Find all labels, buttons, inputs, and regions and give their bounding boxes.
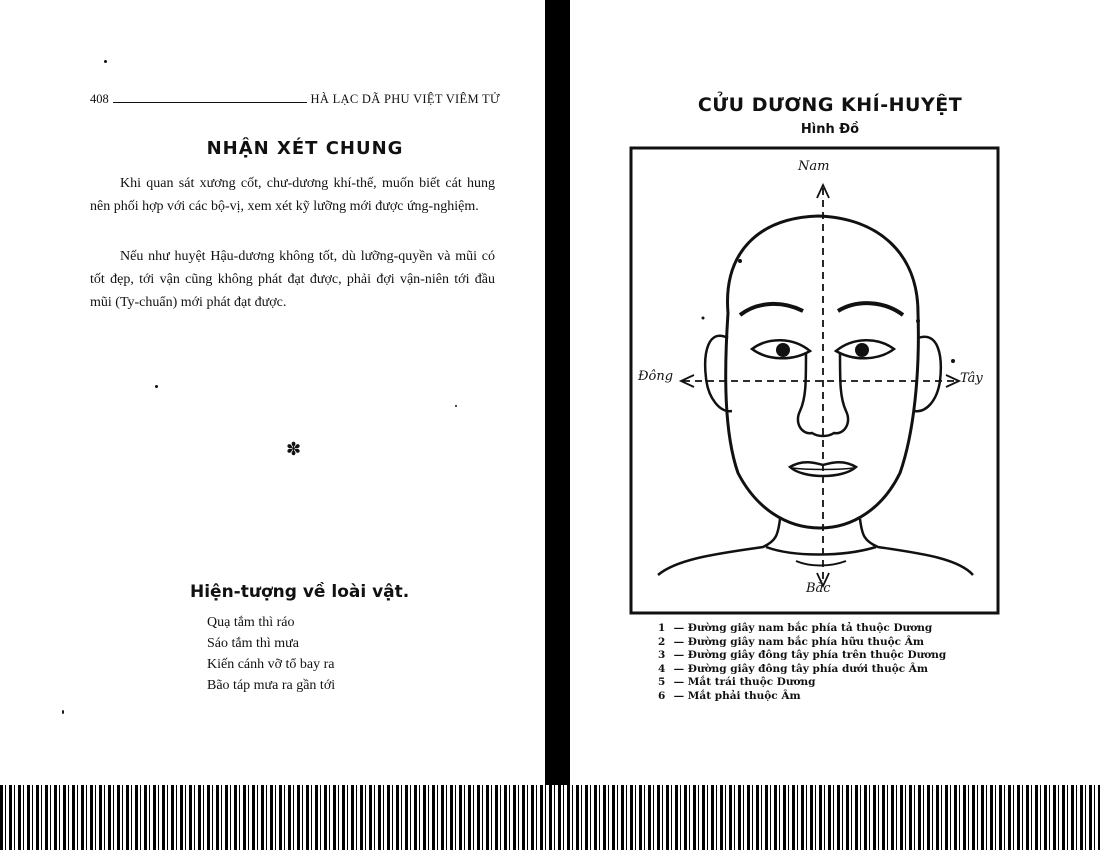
left-pupil xyxy=(776,343,790,357)
legend-item xyxy=(658,622,946,636)
legend-item xyxy=(658,649,946,663)
scan-speck xyxy=(155,385,158,388)
poem-line: Quạ tắm thì ráo xyxy=(207,615,295,630)
west-label: Tây xyxy=(960,371,983,386)
left-ear xyxy=(705,336,732,411)
scan-noise-strip xyxy=(0,785,1100,850)
legend-number: 2 xyxy=(658,635,666,648)
scan-speck xyxy=(62,710,64,714)
legend-text: — Mắt trái thuộc Dương xyxy=(673,676,816,688)
poem-line: Bão táp mưa ra gần tới xyxy=(207,678,336,693)
right-pupil xyxy=(855,343,869,357)
scan-speck xyxy=(104,60,107,63)
legend-text: — Đường giây nam bắc phía tả thuộc Dương xyxy=(673,622,933,634)
legend-number: 5 xyxy=(658,676,666,688)
paragraph-2-text: Nếu như huyệt Hậu-dương không tốt, dù lưỡng-quyền và mũi có tốt đẹp, tới vận cũng không phát đạt được, phải đợi vận-niên tới đầu mũi (Ty-chuẩn) mới phát đạt được. xyxy=(90,249,495,310)
north-label: Nam xyxy=(798,159,830,174)
poem-line: Kiến cánh vỡ tổ bay ra xyxy=(207,657,335,672)
figure-legend xyxy=(658,622,946,703)
right-eyebrow xyxy=(838,303,903,315)
legend-number: 3 xyxy=(658,649,666,661)
head-outline xyxy=(726,216,919,528)
legend-item xyxy=(658,690,946,704)
south-label: Bắc xyxy=(806,581,831,596)
poem-line: Sáo tắm thì mưa xyxy=(207,636,299,651)
legend-item xyxy=(658,663,946,677)
face-diagram xyxy=(628,143,1003,618)
figure-subtitle: Hình Đồ xyxy=(800,122,860,137)
legend-item xyxy=(658,636,946,650)
legend-text: — Đường giây nam bắc phía hữu thuộc Âm xyxy=(673,635,924,648)
collar-line xyxy=(766,547,876,555)
scan-speck xyxy=(455,405,457,407)
neck-shoulders-right xyxy=(860,519,973,575)
face-diagram-svg xyxy=(628,143,1003,618)
header-rule xyxy=(113,102,307,103)
legend-number: 1 xyxy=(658,622,666,634)
legend-text: — Đường giây đông tây phía dưới thuộc Âm xyxy=(673,662,929,675)
running-header xyxy=(90,92,500,107)
figure-title: CỬU DƯƠNG KHÍ-HUYỆT xyxy=(697,94,963,116)
running-title: HÀ LẠC DÃ PHU VIỆT VIÊM TỬ xyxy=(310,92,500,106)
legend-number: 4 xyxy=(658,662,666,675)
poem xyxy=(207,612,335,696)
paragraph-1 xyxy=(90,172,495,218)
section-title: NHẬN XÉT CHUNG xyxy=(206,138,404,159)
legend-item xyxy=(658,676,946,690)
paragraph-2 xyxy=(90,245,495,314)
collar-line-2 xyxy=(796,561,846,566)
legend-text: — Mắt phải thuộc Âm xyxy=(673,689,801,702)
book-gutter xyxy=(545,0,570,850)
left-eyebrow xyxy=(740,304,803,315)
animal-section-title: Hiện-tượng về loài vật. xyxy=(190,582,410,602)
diagram-speck xyxy=(702,317,705,320)
legend-number: 6 xyxy=(658,689,666,702)
neck-shoulders xyxy=(658,519,780,575)
page-number: 408 xyxy=(90,92,109,106)
ornament-icon: ✽ xyxy=(286,439,302,459)
diagram-speck xyxy=(951,359,955,363)
legend-text: — Đường giây đông tây phía trên thuộc Dương xyxy=(673,649,947,661)
paragraph-1-text: Khi quan sát xương cốt, chư-dương khí-thế, muốn biết cát hung nên phối hợp với các bộ-vị, xem xét kỹ lưỡng mới được ứng-nghiệm. xyxy=(90,176,495,214)
east-label: Đông xyxy=(638,369,674,384)
diagram-speck xyxy=(738,259,742,263)
diagram-speck xyxy=(916,319,920,323)
